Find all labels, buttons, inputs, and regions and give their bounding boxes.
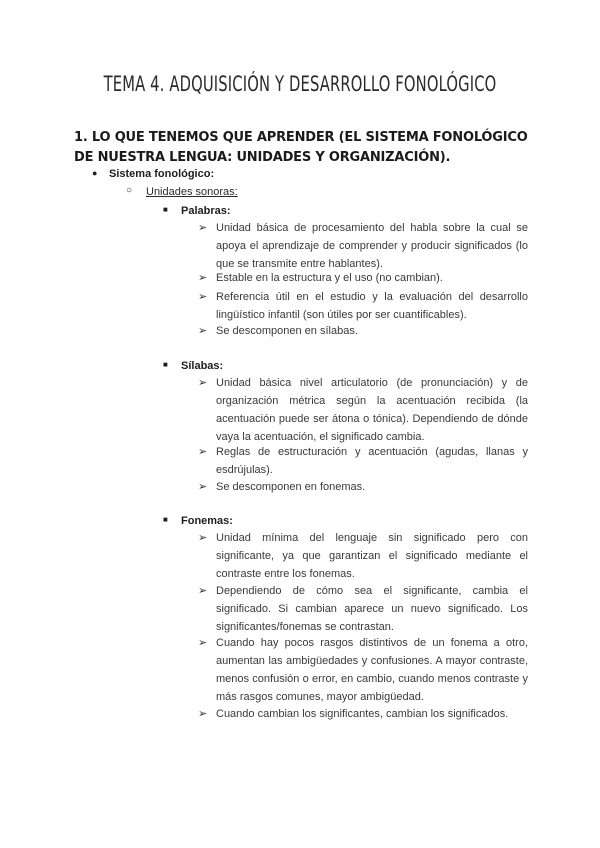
list-item [198,582,528,636]
square-bullet-icon: ■ [163,360,168,369]
list-item-text: Cuando cambian los significantes, cambian los significados. [216,708,509,720]
arrow-bullet-icon: ➢ [198,325,208,337]
list-item [198,478,528,496]
arrow-bullet-icon: ➢ [198,532,208,544]
arrow-bullet-icon: ➢ [198,708,208,720]
arrow-bullet-icon: ➢ [198,481,208,493]
list-item-text: Reglas de estructuración y acentuación (agudas, llanas y esdrújulas). [216,446,528,476]
list-item [198,374,528,446]
section-heading: 1. LO QUE TENEMOS QUE APRENDER (EL SISTEMA FONOLÓGICO DE NUESTRA LENGUA: UNIDADES Y ORGANIZACIÓN). [74,130,528,165]
list-item-text: Estable en la estructura y el uso (no cambian). [216,272,443,284]
list-item-text: Se descomponen en sílabas. [216,325,358,337]
square-bullet-icon: ■ [163,205,168,214]
list-item-text: Cuando hay pocos rasgos distintivos de un fonema a otro, aumentan las ambigüedades y confusiones. A mayor contraste, menos confusión o error, en cambio, cuando menos contraste y más rasgos comunes, mayor ambigüedad. [216,637,528,703]
arrow-bullet-icon: ➢ [198,291,208,303]
list-item-text: Unidad básica nivel articulatorio (de pronunciación) y de organización métrica según la acentuación recibida (la acentuación puede ser átona o tónica). Dependiendo de dónde vaya la acentuación, el significado cambia. [216,377,528,443]
list-item-label: Unidades sonoras: [146,186,238,198]
list-item-text: Se descomponen en fonemas. [216,481,366,493]
circle-bullet-icon: ○ [126,185,133,196]
list-item-text: Referencia útil en el estudio y la evaluación del desarrollo lingüístico infantil (son útiles por ser cuantificables). [216,291,528,321]
list-item-text: Unidad básica de procesamiento del habla sobre la cual se apoya el aprendizaje de comprender y producir significados (lo que se transmite entre hablantes). [216,222,528,270]
subsection-label: Palabras: [181,205,231,217]
arrow-bullet-icon: ➢ [198,377,208,389]
list-item [198,322,528,340]
subsection-label: Fonemas: [181,515,233,527]
arrow-bullet-icon: ➢ [198,222,208,234]
list-item-text: Dependiendo de cómo sea el significante, cambia el significado. Si cambian aparece un nuevo significado. Los significantes/fonemas se contrastan. [216,585,528,633]
list-item [198,288,528,324]
list-item [198,705,528,723]
arrow-bullet-icon: ➢ [198,446,208,458]
arrow-bullet-icon: ➢ [198,272,208,284]
list-item [198,634,528,706]
arrow-bullet-icon: ➢ [198,585,208,597]
list-item [198,443,528,479]
subsection-label: Sílabas: [181,360,224,372]
list-item-text: Unidad mínima del lenguaje sin significado pero con significante, ya que garantizan el significado mediante el contraste entre los fonemas. [216,532,528,580]
square-bullet-icon: ■ [163,515,168,524]
bullet-icon: ● [92,168,98,178]
list-item-label: Sistema fonológico: [109,168,215,180]
document-title: TEMA 4. ADQUISICIÓN Y DESARROLLO FONOLÓGICO [103,72,497,96]
arrow-bullet-icon: ➢ [198,637,208,649]
list-item [198,269,528,287]
list-item [198,529,528,583]
list-item [198,219,528,273]
